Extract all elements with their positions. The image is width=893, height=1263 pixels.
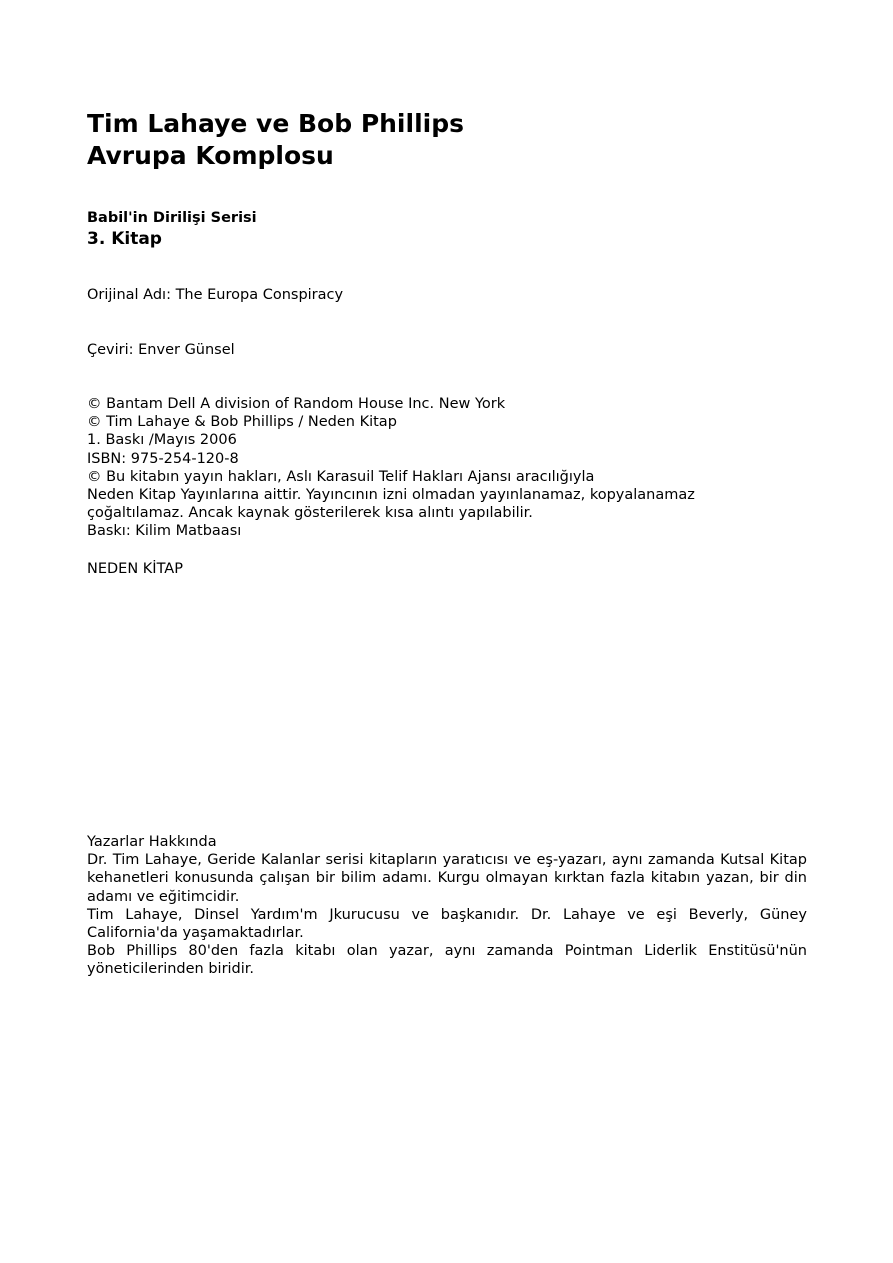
- copyright-line: © Tim Lahaye & Bob Phillips / Neden Kitap: [87, 414, 397, 431]
- series-block: [87, 209, 257, 250]
- original-title: Orijinal Adı: The Europa Conspiracy: [87, 287, 344, 303]
- edition-line: 1. Baskı /Mayıs 2006: [87, 432, 237, 449]
- about-paragraph: Dr. Tim Lahaye, Geride Kalanlar serisi kitapların yaratıcısı ve eş-yazarı, aynı zamanda Kutsal Kitap kehanetleri konusunda çalışan bir bilim adamı. Kurgu olmayan kırktan fazla kitabın yazan, bir din adamı ve eğitimcidir.: [87, 852, 807, 905]
- about-heading: Yazarlar Hakkında: [87, 834, 217, 850]
- about-paragraph: Tim Lahaye, Dinsel Yardım'm Jkurucusu ve başkanıdır. Dr. Lahaye ve eşi Beverly, Güney California'da yaşamaktadırlar.: [87, 906, 807, 942]
- book-title-block: [87, 108, 464, 172]
- copyright-block: [87, 395, 807, 541]
- about-paragraph: Bob Phillips 80'den fazla kitabı olan yazar, aynı zamanda Pointman Liderlik Enstitüsü'nün yöneticilerinden biridir.: [87, 943, 807, 978]
- copyright-line: © Bantam Dell A division of Random House Inc. New York: [87, 396, 506, 412]
- series-book-number: 3. Kitap: [87, 229, 162, 249]
- series-name: Babil'in Dirilişi Serisi: [87, 210, 257, 226]
- rights-line: © Bu kitabın yayın hakları, Aslı Karasuil Telif Hakları Ajansı aracılığıyla: [87, 468, 595, 485]
- authors-heading: Tim Lahaye ve Bob Phillips: [87, 109, 464, 138]
- isbn-line: ISBN: 975-254-120-8: [87, 450, 239, 467]
- translator: Çeviri: Enver Günsel: [87, 342, 235, 358]
- rights-line: çoğaltılamaz. Ancak kaynak gösterilerek kısa alıntı yapılabilir.: [87, 505, 533, 522]
- printer-line: Baskı: Kilim Matbaası: [87, 523, 242, 540]
- about-authors-block: [87, 833, 807, 979]
- publisher-name: NEDEN KİTAP: [87, 561, 183, 577]
- rights-line: Neden Kitap Yayınlarına aittir. Yayıncının izni olmadan yayınlanamaz, kopyalanamaz: [87, 487, 695, 504]
- book-title: Avrupa Komplosu: [87, 141, 334, 170]
